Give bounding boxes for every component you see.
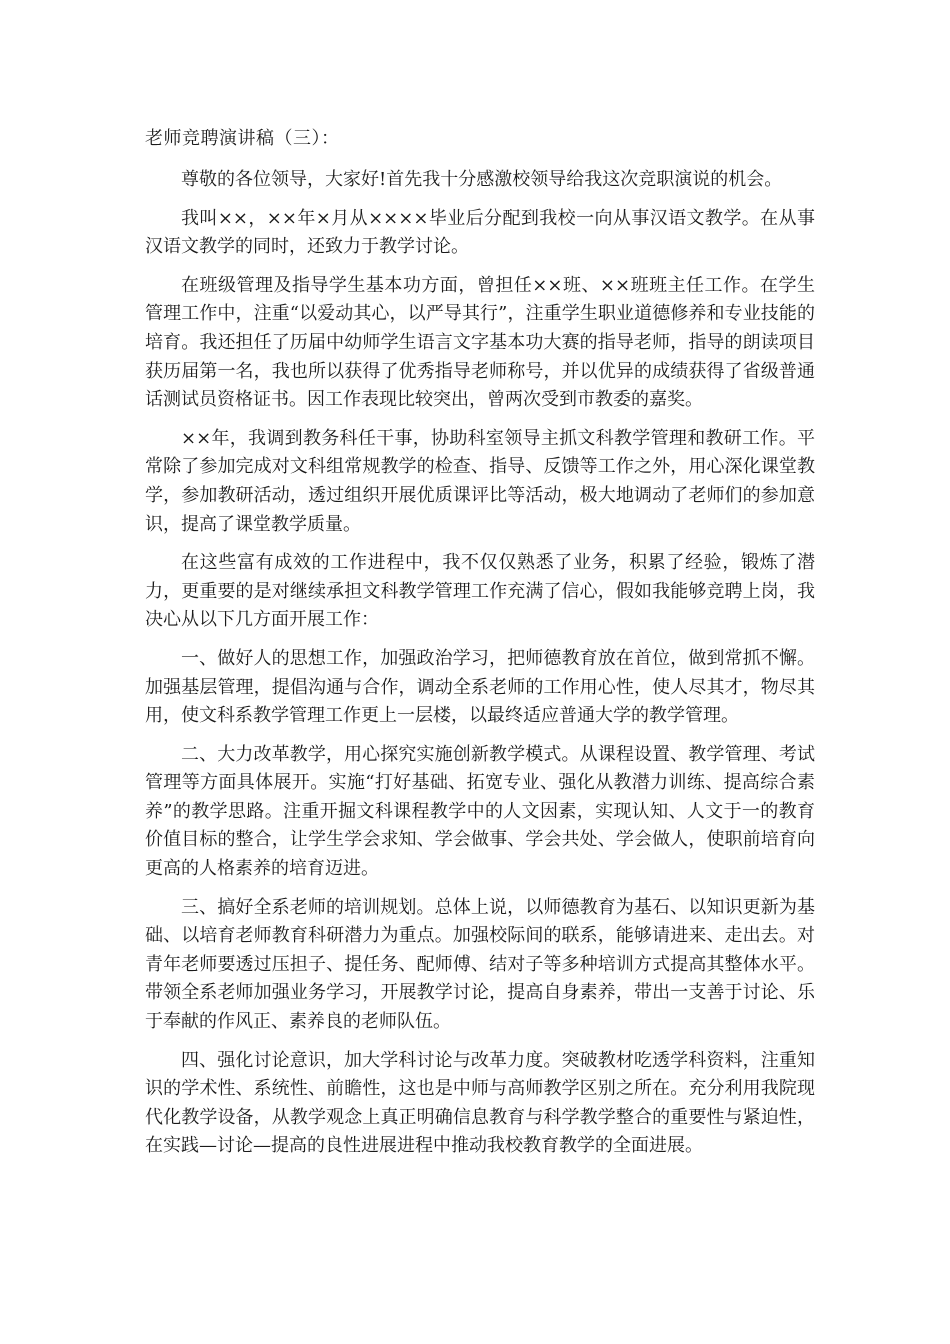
- paragraph-academic-affairs: ××年，我调到教务科任干事，协助科室领导主抓文科教学管理和教研工作。平常除了参加完成对文科组常规教学的检查、指导、反馈等工作之外，用心深化课堂教学，参加教研活动，透过组织开展优质课评比等活动，极大地调动了老师们的参加意识，提高了课堂教学质量。: [145, 427, 815, 535]
- paragraph-introduction: 我叫××，××年×月从××××毕业后分配到我校一向从事汉语文教学。在从事汉语文教学的同时，还致力于教学讨论。: [145, 207, 815, 258]
- paragraph-plan-two: 二、大力改革教学，用心探究实施创新教学模式。从课程设置、教学管理、考试管理等方面具体展开。实施“打好基础、拓宽专业、强化从教潜力训练、提高综合素养”的教学思路。注重开掘文科课程教学中的人文因素，实现认知、人文于一的教育价值目标的整合，让学生学会求知、学会做事、学会共处、学会做人，使职前培育向更高的人格素养的培育迈进。: [145, 743, 815, 880]
- paragraph-plan-three: 三、搞好全系老师的培训规划。总体上说，以师德教育为基石、以知识更新为基础、以培育老师教育科研潜力为重点。加强校际间的联系，能够请进来、走出去。对青年老师要透过压担子、提任务、配师傅、结对子等多种培训方式提高其整体水平。带领全系老师加强业务学习，开展教学讨论，提高自身素养，带出一支善于讨论、乐于奉献的作风正、素养良的老师队伍。: [145, 896, 815, 1033]
- paragraph-plan-four: 四、强化讨论意识，加大学科讨论与改革力度。突破教材吃透学科资料，注重知识的学术性、系统性、前瞻性，这也是中师与高师教学区别之所在。充分利用我院现代化教学设备，从教学观念上真正明确信息教育与科学教学整合的重要性与紧迫性，在实践—讨论—提高的良性进展进程中推动我校教育教学的全面进展。: [145, 1049, 815, 1157]
- document-title: 老师竞聘演讲稿（三）：: [145, 128, 340, 149]
- paragraph-class-management: 在班级管理及指导学生基本功方面，曾担任××班、××班班主任工作。在学生管理工作中，注重“以爱动其心，以严导其行”，注重学生职业道德修养和专业技能的培育。我还担任了历届中幼师学生语言文字基本功大赛的指导老师，指导的朗读项目获历届第一名，我也所以获得了优秀指导老师称号，并以优异的成绩获得了省级普通话测试员资格证书。因工作表现比较突出，曾两次受到市教委的嘉奖。: [145, 274, 815, 411]
- paragraph-greeting: 尊敬的各位领导，大家好!首先我十分感激校领导给我这次竞职演说的机会。: [181, 169, 783, 190]
- paragraph-resolution: 在这些富有成效的工作进程中，我不仅仅熟悉了业务，积累了经验，锻炼了潜力，更重要的是对继续承担文科教学管理工作充满了信心，假如我能够竞聘上岗，我决心从以下几方面开展工作：: [145, 552, 815, 631]
- paragraph-plan-one: 一、做好人的思想工作，加强政治学习，把师德教育放在首位，做到常抓不懈。加强基层管理，提倡沟通与合作，调动全系老师的工作用心性，使人尽其才，物尽其用，使文科系教学管理工作更上一层楼，以最终适应普通大学的教学管理。: [145, 647, 815, 727]
- document-body: [145, 124, 815, 1171]
